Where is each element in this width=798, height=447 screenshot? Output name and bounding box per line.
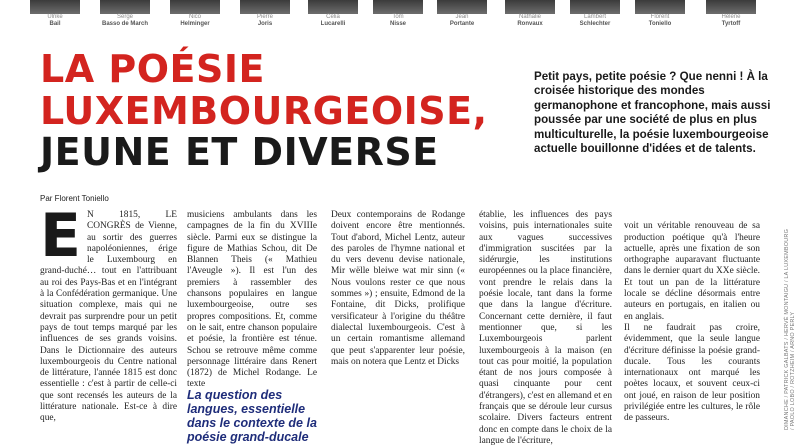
- portrait-photo: [308, 0, 358, 14]
- body-column-5: [624, 210, 760, 425]
- portrait-photo: [437, 0, 487, 14]
- portrait-photo: [100, 0, 150, 14]
- column-1-text: N 1815, LE CONGRÈS de Vienne, au sortir des guerres napoléoniennes, érige le Luxembourg en grand-duché… tout en l'attribuant au roi des Pays-Bas et en l'intégrant à la Confédération germanique. Une situation complexe, mais qui ne devrait pas surprendre pour un petit pays de tout temps marqué par les influences de ses grands voisins. Dans le Dictionnaire des auteurs luxembourgeois du Centre national de littérature, l'année 1815 est donc essentielle : c'est à partir de celle-ci que sont recensés les auteurs de la littérature nationale. Est-ce à dire que,: [40, 210, 177, 424]
- pull-quote: La question des langues, essentielle dans le contexte de la poésie grand-ducale: [187, 388, 317, 444]
- byline: Par Florent Toniello: [40, 194, 109, 203]
- portrait-photo: [373, 0, 423, 14]
- portrait-photo: [30, 0, 80, 14]
- portrait-photo: [570, 0, 620, 14]
- contributor-caption: Jean Portante: [449, 14, 475, 27]
- portrait-photo: [706, 0, 756, 14]
- column-4-text: établie, les influences des pays voisins, puis internationales suite aux vagues successives d'immigration suscitées par la sidérurgie, les institutions européennes ou la place financière, vont prendre le relais dans la poésie locale, tant dans la forme que dans la langue d'écriture. Concernant cette dernière, il faut mentionner que, si les Luxembourgeois parlent luxembourgeois à la maison (en tout cas pour moitié, la population étant de nos jours composée à quasi cinquante pour cent d'étrangers), c'est en allemand et en français que se déroule leur cursus scolaire. Divers facteurs entrent donc en compte dans le choix de la langue de l'écriture,: [479, 210, 613, 446]
- contributor-caption: Tom Nisse: [389, 14, 406, 27]
- contributor-caption: Lambert Schlechter: [579, 14, 611, 27]
- column-2-text: musiciens ambulants dans les campagnes de la fin du XVIIIe siècle. Parmi eux se distingue la figure de Mathias Schou, dit De Blannen Theis (« Mathieu l'Aveugle »). Il est l'un des premiers à rassembler des chansons populaires en langue luxembourgeoise, outre ses propres compositions. Et, comme on le sait, entre chanson populaire et poésie, la frontière est ténue. Schou se retrouve même comme personnage littéraire dans Renert (1872) de Michel Rodange. Le texte: [187, 210, 317, 390]
- body-column-2: [187, 210, 317, 390]
- portrait-photo: [635, 0, 685, 14]
- article-title: [40, 48, 520, 172]
- contributor-caption: Serge Basso de March: [101, 14, 149, 27]
- portrait-photo: [240, 0, 290, 14]
- contributor-caption: Celia Lucarelli: [320, 14, 346, 27]
- contributor-caption: Florent Toniello: [648, 14, 672, 27]
- title-line-1: LA POÉSIE: [40, 47, 265, 91]
- title-line-2: LUXEMBOURGEOISE,: [40, 89, 488, 133]
- column-5-text: voit un véritable renouveau de sa production poétique qu'à l'heure actuelle, après une fixation de son orthographe auparavant fluctuante dans le dernier quart du XXe siècle. Et tout un pan de la littérature locale se décline désormais entre auteurs en portugais, en italien ou en anglais. Il ne faudrait pas croire, évidemment, que la seule langue d'écriture définisse la poésie grand-ducale. Tous les courants internationaux ont marqué les poètes locaux, et souvent ceux-ci ont joué, en raison de leur position privilégiée entre les cultures, le rôle de passeurs.: [624, 221, 760, 424]
- contributor-caption: Ulrike Bail: [47, 14, 63, 27]
- photo-credits: DIMANCHE / PATRICK GALBATS / HERVÉ MONTAIGU / LA LUXEMBOURG / PAOLO LOBO / ROTZHEIM / ARNO PERLY: [784, 228, 796, 430]
- contributor-caption: Nico Helminger: [180, 14, 210, 27]
- body-column-1: [40, 201, 177, 425]
- body-column-3: [331, 210, 465, 368]
- column-3-text: Deux contemporains de Rodange doivent encore être mentionnés. Tout d'abord, Michel Lentz, auteur des paroles de l'hymne national et du vers devenu devise nationale, Mir wëlle bleiwe wat mir sinn (« Nous voulons rester ce que nous sommes ») ; ensuite, Edmond de la Fontaine, dit Dicks, prolifique versificateur à l'origine du théâtre dialectal luxembourgeois. C'est à un certain romantisme allemand que peut s'apparenter leur poésie, mais on notera que Lentz et Dicks: [331, 210, 465, 367]
- contributor-caption: Pierre Joris: [256, 14, 273, 27]
- title-line-3: JEUNE ET DIVERSE: [40, 130, 439, 174]
- contributors-strip: [0, 0, 798, 42]
- contributor-caption: Hélène Tyrtoff: [721, 14, 741, 27]
- contributor-caption: Nathalie Ronvaux: [517, 14, 543, 27]
- portrait-photo: [170, 0, 220, 14]
- drop-cap: E: [40, 201, 81, 271]
- article-lede: Petit pays, petite poésie ? Que nenni ! À la croisée historique des mondes germanophone et francophone, mais aussi poussée par une société de plus en plus multiculturelle, la poésie luxembourgeoise actuelle bouillonne d'idées et de talents.: [534, 70, 771, 156]
- body-column-4: [479, 210, 612, 447]
- portrait-photo: [505, 0, 555, 14]
